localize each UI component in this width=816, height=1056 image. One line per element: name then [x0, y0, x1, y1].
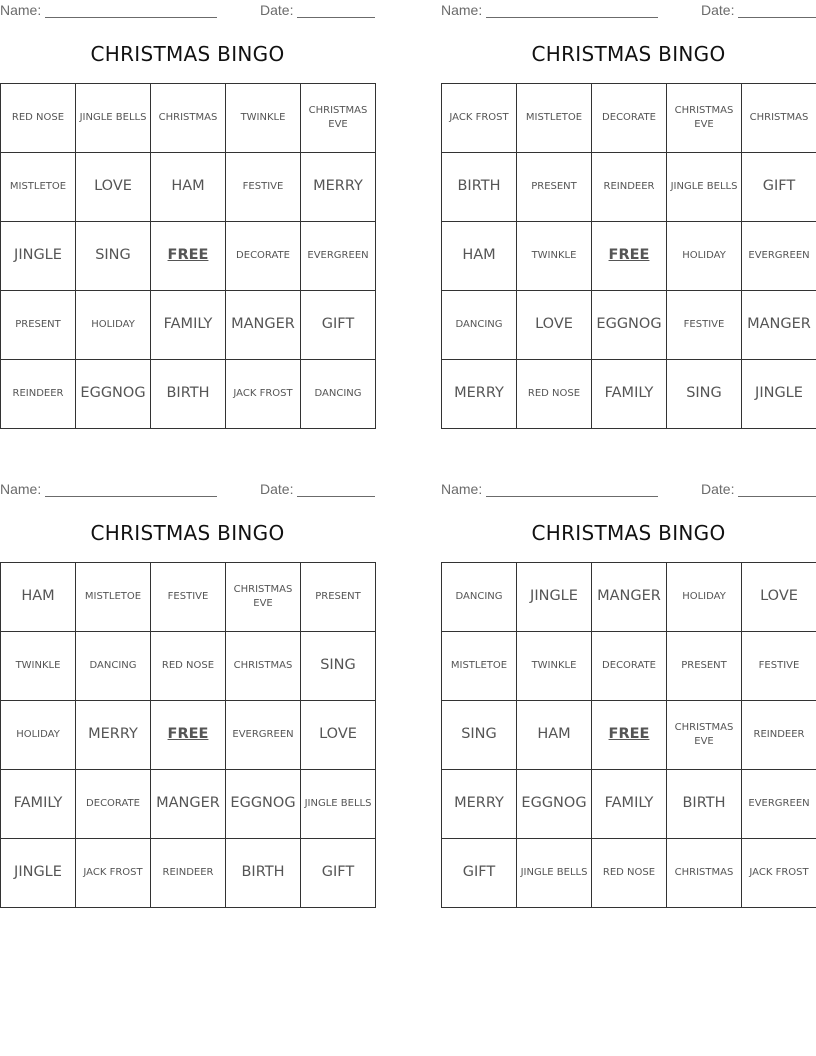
bingo-cell: JINGLE: [742, 360, 816, 429]
bingo-card-2: [441, 0, 816, 402]
bingo-cell: JINGLE BELLS: [301, 770, 376, 839]
bingo-cell: MISTLETOE: [517, 84, 592, 153]
bingo-cell: GIFT: [442, 839, 517, 908]
bingo-row: [1, 153, 376, 222]
bingo-cell: HAM: [517, 701, 592, 770]
bingo-cell: GIFT: [742, 153, 816, 222]
bingo-cell: HOLIDAY: [1, 701, 76, 770]
bingo-cell: JACK FROST: [76, 839, 151, 908]
card-title: CHRISTMAS BINGO: [90, 521, 285, 545]
card-header-fields: [441, 479, 816, 499]
bingo-row: [1, 84, 376, 153]
bingo-row: [442, 701, 816, 770]
bingo-cell: MANGER: [742, 291, 816, 360]
date-blank-line: [738, 496, 816, 497]
bingo-row: [442, 291, 816, 360]
bingo-cell: RED NOSE: [151, 632, 226, 701]
bingo-cell: REINDEER: [592, 153, 667, 222]
card-title: CHRISTMAS BINGO: [90, 42, 285, 66]
card-header-fields: [441, 0, 816, 20]
bingo-cell: FESTIVE: [226, 153, 301, 222]
date-label: Date:: [701, 2, 735, 18]
bingo-row: [1, 291, 376, 360]
name-blank-line: [486, 496, 658, 497]
name-blank-line: [486, 17, 658, 18]
bingo-row: [1, 360, 376, 429]
bingo-cell: HAM: [442, 222, 517, 291]
bingo-cell: DECORATE: [592, 84, 667, 153]
bingo-cell: HAM: [1, 563, 76, 632]
bingo-row: [1, 839, 376, 908]
bingo-cell: CHRISTMAS: [667, 839, 742, 908]
bingo-cell: MISTLETOE: [76, 563, 151, 632]
name-label: Name:: [0, 2, 42, 18]
date-blank-line: [297, 496, 375, 497]
bingo-row: [442, 563, 816, 632]
bingo-cell: CHRISTMAS EVE: [667, 84, 742, 153]
bingo-cell: JINGLE: [517, 563, 592, 632]
bingo-cell: DANCING: [442, 291, 517, 360]
free-space-cell: FREE: [592, 222, 667, 291]
bingo-cell: CHRISTMAS EVE: [667, 701, 742, 770]
bingo-cell: LOVE: [517, 291, 592, 360]
bingo-cell: HOLIDAY: [76, 291, 151, 360]
name-label: Name:: [441, 2, 483, 18]
free-space-cell: FREE: [151, 701, 226, 770]
bingo-cell: PRESENT: [517, 153, 592, 222]
name-blank-line: [45, 17, 217, 18]
bingo-cell: LOVE: [76, 153, 151, 222]
bingo-cell: JINGLE BELLS: [517, 839, 592, 908]
bingo-row: [442, 84, 816, 153]
bingo-cell: FESTIVE: [667, 291, 742, 360]
bingo-cell: HOLIDAY: [667, 222, 742, 291]
bingo-cell: MANGER: [151, 770, 226, 839]
bingo-cell: DANCING: [442, 563, 517, 632]
bingo-row: [442, 153, 816, 222]
bingo-grid: [441, 83, 816, 429]
bingo-cell: MERRY: [301, 153, 376, 222]
bingo-row: [1, 222, 376, 291]
bingo-cell: TWINKLE: [517, 222, 592, 291]
bingo-cell: GIFT: [301, 291, 376, 360]
name-label: Name:: [0, 481, 42, 497]
bingo-cell: CHRISTMAS EVE: [301, 84, 376, 153]
bingo-cell: EGGNOG: [517, 770, 592, 839]
bingo-cell: BIRTH: [226, 839, 301, 908]
date-label: Date:: [701, 481, 735, 497]
bingo-cell: FESTIVE: [151, 563, 226, 632]
card-header-fields: [0, 479, 375, 499]
bingo-cell: REINDEER: [1, 360, 76, 429]
bingo-cell: DECORATE: [226, 222, 301, 291]
bingo-cell: SING: [667, 360, 742, 429]
date-blank-line: [738, 17, 816, 18]
bingo-cell: SING: [301, 632, 376, 701]
bingo-cell: JINGLE: [1, 222, 76, 291]
bingo-row: [442, 839, 816, 908]
bingo-cell: EVERGREEN: [742, 222, 816, 291]
bingo-cell: JACK FROST: [742, 839, 816, 908]
date-label: Date:: [260, 481, 294, 497]
bingo-cell: LOVE: [301, 701, 376, 770]
bingo-cell: MISTLETOE: [1, 153, 76, 222]
bingo-cell: REINDEER: [151, 839, 226, 908]
bingo-row: [442, 632, 816, 701]
bingo-row: [442, 360, 816, 429]
bingo-cell: DECORATE: [592, 632, 667, 701]
date-blank-line: [297, 17, 375, 18]
bingo-cell: JINGLE: [1, 839, 76, 908]
bingo-cell: JINGLE BELLS: [667, 153, 742, 222]
bingo-cell: DANCING: [301, 360, 376, 429]
bingo-cell: FAMILY: [151, 291, 226, 360]
bingo-cell: TWINKLE: [226, 84, 301, 153]
bingo-row: [1, 632, 376, 701]
bingo-cell: EVERGREEN: [742, 770, 816, 839]
card-title: CHRISTMAS BINGO: [531, 42, 726, 66]
bingo-cell: RED NOSE: [592, 839, 667, 908]
bingo-cell: CHRISTMAS: [226, 632, 301, 701]
bingo-cell: MERRY: [76, 701, 151, 770]
date-label: Date:: [260, 2, 294, 18]
bingo-cell: CHRISTMAS: [742, 84, 816, 153]
bingo-cell: SING: [76, 222, 151, 291]
bingo-cell: PRESENT: [1, 291, 76, 360]
bingo-cell: RED NOSE: [517, 360, 592, 429]
name-label: Name:: [441, 481, 483, 497]
name-blank-line: [45, 496, 217, 497]
bingo-cell: EGGNOG: [226, 770, 301, 839]
bingo-card-3: [0, 479, 375, 881]
bingo-cell: RED NOSE: [1, 84, 76, 153]
bingo-cell: FAMILY: [1, 770, 76, 839]
bingo-cell: JACK FROST: [226, 360, 301, 429]
bingo-cell: EGGNOG: [592, 291, 667, 360]
bingo-cell: REINDEER: [742, 701, 816, 770]
bingo-cell: BIRTH: [442, 153, 517, 222]
bingo-cell: DANCING: [76, 632, 151, 701]
bingo-cell: EVERGREEN: [226, 701, 301, 770]
bingo-cell: FESTIVE: [742, 632, 816, 701]
bingo-card-1: [0, 0, 375, 402]
bingo-row: [1, 701, 376, 770]
bingo-cell: EVERGREEN: [301, 222, 376, 291]
bingo-cell: MANGER: [226, 291, 301, 360]
bingo-cell: DECORATE: [76, 770, 151, 839]
bingo-cell: GIFT: [301, 839, 376, 908]
bingo-cell: BIRTH: [667, 770, 742, 839]
bingo-cell: EGGNOG: [76, 360, 151, 429]
bingo-cell: MISTLETOE: [442, 632, 517, 701]
bingo-cell: PRESENT: [301, 563, 376, 632]
card-title: CHRISTMAS BINGO: [531, 521, 726, 545]
bingo-grid: [441, 562, 816, 908]
bingo-cell: CHRISTMAS EVE: [226, 563, 301, 632]
bingo-grid: [0, 83, 376, 429]
free-space-cell: FREE: [151, 222, 226, 291]
bingo-cell: PRESENT: [667, 632, 742, 701]
bingo-cell: SING: [442, 701, 517, 770]
bingo-cell: LOVE: [742, 563, 816, 632]
bingo-cell: CHRISTMAS: [151, 84, 226, 153]
bingo-cell: BIRTH: [151, 360, 226, 429]
bingo-row: [442, 222, 816, 291]
bingo-grid: [0, 562, 376, 908]
bingo-cell: TWINKLE: [517, 632, 592, 701]
card-header-fields: [0, 0, 375, 20]
bingo-cell: MANGER: [592, 563, 667, 632]
bingo-cell: MERRY: [442, 360, 517, 429]
bingo-row: [1, 770, 376, 839]
bingo-cell: FAMILY: [592, 360, 667, 429]
free-space-cell: FREE: [592, 701, 667, 770]
bingo-cell: JINGLE BELLS: [76, 84, 151, 153]
bingo-row: [1, 563, 376, 632]
bingo-row: [442, 770, 816, 839]
bingo-cell: TWINKLE: [1, 632, 76, 701]
bingo-cell: HOLIDAY: [667, 563, 742, 632]
bingo-cell: HAM: [151, 153, 226, 222]
bingo-cell: MERRY: [442, 770, 517, 839]
bingo-cell: FAMILY: [592, 770, 667, 839]
bingo-card-4: [441, 479, 816, 881]
bingo-cell: JACK FROST: [442, 84, 517, 153]
